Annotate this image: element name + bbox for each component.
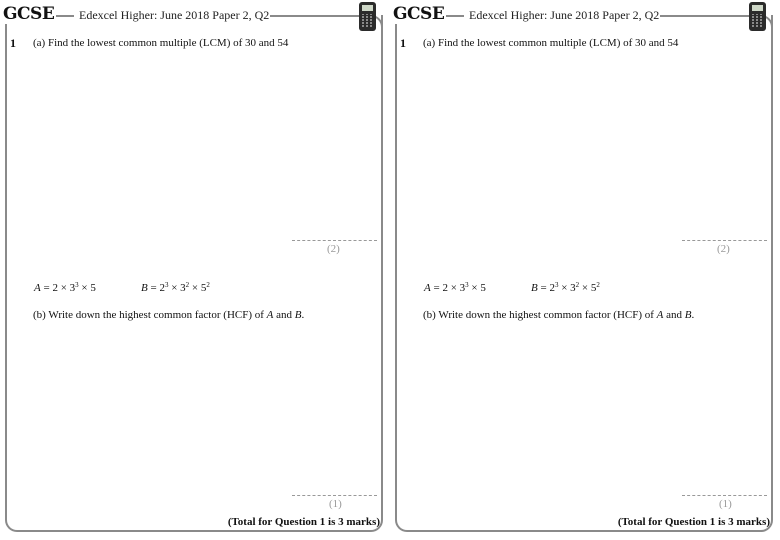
paper-title: Edexcel Higher: June 2018 Paper 2, Q2 [469,8,660,22]
question-number: 1 [400,36,406,50]
calculator-icon [359,2,376,31]
question-part-b: (b) Write down the highest common factor (HCF) of A and B. [33,309,305,321]
variable-a: A [34,282,41,294]
question-number: 1 [10,36,16,50]
calculator-screen [362,5,373,11]
marks-part-a: (2) [327,243,340,255]
question-part-a: (a) Find the lowest common multiple (LCM) of 30 and 54 [423,37,679,49]
answer-line-a[interactable] [292,240,377,241]
marks-part-b: (1) [329,498,342,510]
calculator-icon [749,2,766,31]
total-marks: (Total for Question 1 is 3 marks) [227,516,380,528]
expression-b: $B = 2^3 \times 3^2 \times 5^2$ [531,281,600,294]
expression-b: $B = 2^3 \times 3^2 \times 5^2$ [141,281,210,294]
calculator-screen [752,5,763,11]
marks-part-a: (2) [717,243,730,255]
answer-line-a[interactable] [682,240,767,241]
variable-a: A [424,282,431,294]
page-frame [5,15,383,532]
marks-part-b: (1) [719,498,732,510]
answer-line-b[interactable] [292,495,377,496]
total-marks: (Total for Question 1 is 3 marks) [617,516,770,528]
calculator-keys [752,14,763,28]
variable-b: B [141,282,148,294]
page-frame [395,15,773,532]
expression-a: $A = 2 \times 3^3 \times 5$ [424,281,486,294]
gcse-logo: GCSE [3,4,55,24]
answer-line-b[interactable] [682,495,767,496]
calculator-keys [362,14,373,28]
expression-a: $A = 2 \times 3^3 \times 5$ [34,281,96,294]
question-part-b: (b) Write down the highest common factor (HCF) of A and B. [423,309,695,321]
worksheet-panel-right [390,0,780,540]
paper-title: Edexcel Higher: June 2018 Paper 2, Q2 [79,8,270,22]
question-part-a: (a) Find the lowest common multiple (LCM) of 30 and 54 [33,37,289,49]
gcse-logo: GCSE [393,4,445,24]
variable-b: B [531,282,538,294]
